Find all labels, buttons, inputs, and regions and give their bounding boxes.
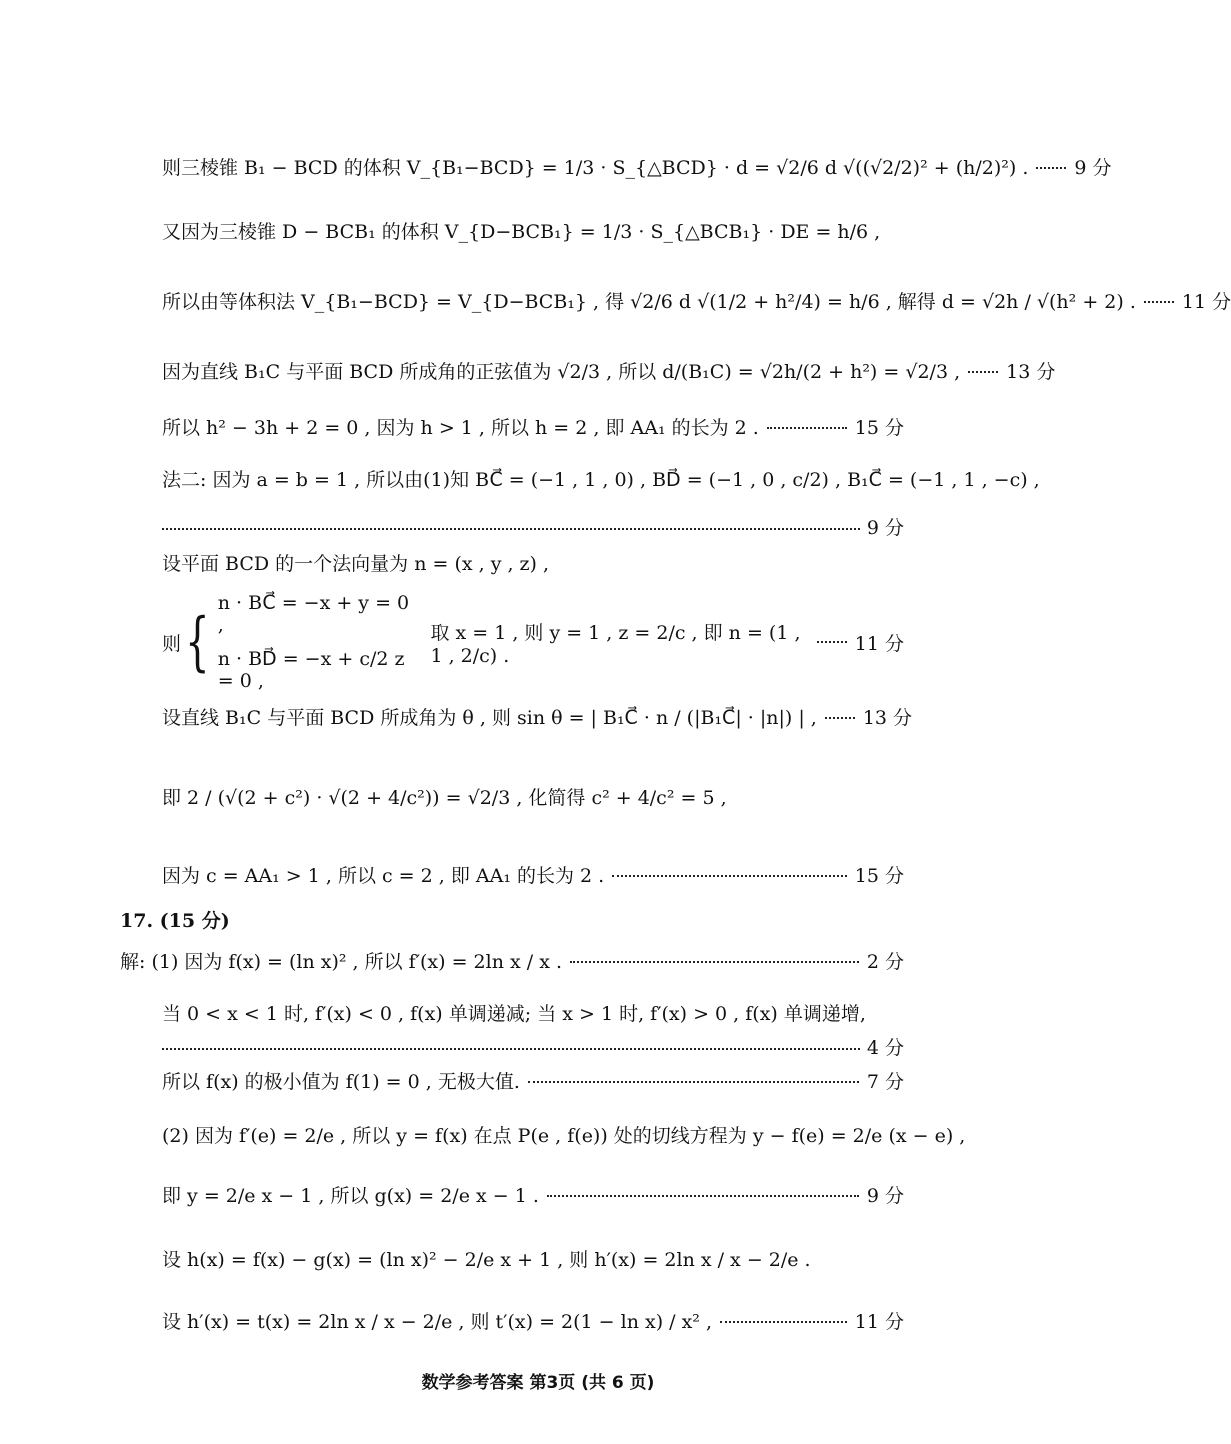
line-simplify-c xyxy=(162,786,904,810)
line-volume-b1bcd xyxy=(162,156,1112,180)
score-label: 9 分 xyxy=(866,1185,904,1207)
score-label: 15 分 xyxy=(854,865,904,887)
dot-leader xyxy=(825,717,855,719)
line-normal-vector xyxy=(162,552,904,576)
dot-leader xyxy=(767,427,847,429)
line-h-function xyxy=(162,1248,904,1272)
line-text: 所以由等体积法 V_{B₁−BCD} = V_{D−BCB₁} , 得 √2/6 d √(1/2 + h²/4) = h/6 , 解得 d = √2h / √(h² + 2) . xyxy=(162,291,1136,313)
score-label: 15 分 xyxy=(854,417,904,439)
dot-leader xyxy=(528,1081,859,1083)
score-label: 7 分 xyxy=(866,1071,904,1093)
dot-leader xyxy=(612,875,847,877)
page-footer: 数学参考答案 第3页 (共 6 页) xyxy=(421,1373,655,1393)
score-label: 11 分 xyxy=(1181,291,1231,313)
line-g-function xyxy=(162,1184,904,1208)
line-text: 因为 c = AA₁ > 1 , 所以 c = 2 , 即 AA₁ 的长为 2 . xyxy=(162,865,605,887)
equation-system xyxy=(162,592,904,692)
line-sin-theta xyxy=(162,706,913,730)
line-text: 则三棱锥 B₁ − BCD 的体积 V_{B₁−BCD} = 1/3 · S_{△BCD} · d = √2/6 d √((√2/2)² + (h/2)²) . xyxy=(162,157,1029,179)
dot-leader xyxy=(817,641,847,643)
dot-leader xyxy=(720,1321,847,1323)
line-extremum xyxy=(162,1070,904,1094)
score-label: 4 分 xyxy=(866,1037,904,1059)
system-equations xyxy=(218,592,417,692)
line-text: 又因为三棱锥 D − BCB₁ 的体积 V_{D−BCB₁} = 1/3 · S_{△BCB₁} · DE = h/6 , xyxy=(162,221,881,243)
line-text: 设 h′(x) = t(x) = 2ln x / x − 2/e , 则 t′(x) = 2(1 − ln x) / x² , xyxy=(162,1311,712,1333)
line-t-function xyxy=(162,1310,904,1334)
problem-heading: 17. (15 分) xyxy=(120,910,230,932)
line-sine-angle xyxy=(162,360,1056,384)
line-text: 设 h(x) = f(x) − g(x) = (ln x)² − 2/e x + 1 , 则 h′(x) = 2ln x / x − 2/e . xyxy=(162,1249,811,1271)
score-label: 11 分 xyxy=(854,632,904,655)
dot-leader xyxy=(1144,301,1174,303)
line-text: 因为直线 B₁C 与平面 BCD 所成角的正弦值为 √2/3 , 所以 d/(B₁C) = √2h/(2 + h²) = √2/3 , xyxy=(162,361,961,383)
line-monotonic xyxy=(162,1002,904,1026)
dot-leader xyxy=(547,1195,859,1197)
line-text: 解: (1) 因为 f(x) = (ln x)² , 所以 f′(x) = 2ln x / x . xyxy=(120,951,562,973)
system-prefix: 则 xyxy=(162,632,182,655)
line-text: 所以 f(x) 的极小值为 f(1) = 0 , 无极大值. xyxy=(162,1071,520,1093)
system-rest: 取 x = 1 , 则 y = 1 , z = 2/c , 即 n = (1 , 1 , 2/c) . xyxy=(430,621,801,667)
line-text: 即 2 / (√(2 + c²) · √(2 + 4/c²)) = √2/3 , 化简得 c² + 4/c² = 5 , xyxy=(162,787,727,809)
score-label: 13 分 xyxy=(862,707,913,729)
line-equal-volume xyxy=(162,290,1231,314)
line-text: 设直线 B₁C 与平面 BCD 所成角为 θ , 则 sin θ = | B₁C⃗ · n / (|B₁C⃗| · |n|) | , xyxy=(162,707,817,729)
dot-leader xyxy=(570,961,859,963)
line-volume-dbcb1 xyxy=(162,220,904,244)
score-label: 2 分 xyxy=(866,951,904,973)
line-solve-c xyxy=(162,864,904,888)
score-label: 13 分 xyxy=(1006,361,1056,383)
dot-leader xyxy=(968,371,998,373)
line-text: 即 y = 2/e x − 1 , 所以 g(x) = 2/e x − 1 . xyxy=(162,1185,539,1207)
line-text: 当 0 < x < 1 时, f′(x) < 0 , f(x) 单调递减; 当 x > 1 时, f′(x) > 0 , f(x) 单调递增, xyxy=(162,1003,866,1025)
line-text: (2) 因为 f′(e) = 2/e , 所以 y = f(x) 在点 P(e , f(e)) 处的切线方程为 y − f(e) = 2/e (x − e) , xyxy=(162,1125,966,1147)
line-text: 法二: 因为 a = b = 1 , 所以由(1)知 BC⃗ = (−1 , 1 , 0) , BD⃗ = (−1 , 0 , c/2) , B₁C⃗ = (−1 , 1 , −c) , xyxy=(162,469,1040,491)
line-method-two xyxy=(162,468,1040,492)
system-eq-2: n · BD⃗ = −x + c/2 z = 0 , xyxy=(217,648,405,692)
line-text: 设平面 BCD 的一个法向量为 n = (x , y , z) , xyxy=(162,553,550,575)
line-text: 所以 h² − 3h + 2 = 0 , 因为 h > 1 , 所以 h = 2 , 即 AA₁ 的长为 2 . xyxy=(162,417,759,439)
score-label: 9 分 xyxy=(866,517,904,539)
dot-leader-full xyxy=(162,528,860,530)
line-part-one xyxy=(120,950,904,974)
line-solve-h xyxy=(162,416,904,440)
dot-leader-full xyxy=(162,1048,860,1050)
system-eq-1: n · BC⃗ = −x + y = 0 , xyxy=(217,592,410,636)
line-tangent xyxy=(162,1124,966,1148)
score-label: 11 分 xyxy=(854,1311,904,1333)
brace-symbol: { xyxy=(185,605,210,679)
score-label: 9 分 xyxy=(1074,157,1112,179)
dot-leader xyxy=(1036,167,1066,169)
